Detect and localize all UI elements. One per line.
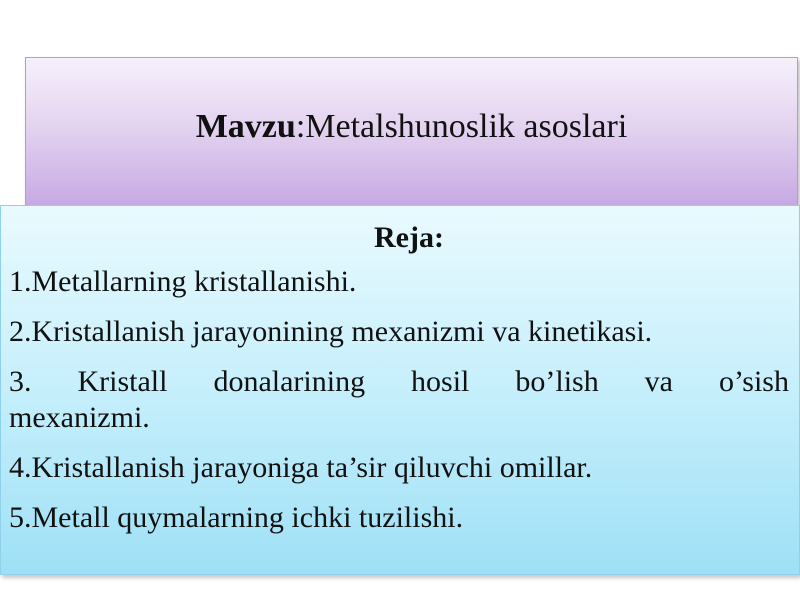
plan-item-3 <box>9 364 789 436</box>
plan-item-1: 1.Metallarning kristallanishi. <box>9 265 357 298</box>
title-box <box>25 57 798 207</box>
plan-item-2: 2.Kristallanish jarayonining mexanizmi va kinetikasi. <box>9 315 653 348</box>
slide-title <box>196 108 628 146</box>
plan-item-5: 5.Metall quymalarning ichki tuzilishi. <box>9 501 464 534</box>
title-bold-label: Mavzu <box>195 108 296 145</box>
content-box <box>0 205 800 575</box>
plan-heading: Reja: <box>374 221 444 254</box>
title-rest: :Metalshunoslik asoslari <box>295 108 628 145</box>
plan-item-4: 4.Kristallanish jarayoniga ta’sir qiluvchi omillar. <box>9 451 593 484</box>
plan-item-3-line-2: mexanizmi. <box>9 401 150 434</box>
plan-item-3-line-1: 3. Kristall donalarining hosil bo’lish va o’sish <box>9 365 789 398</box>
